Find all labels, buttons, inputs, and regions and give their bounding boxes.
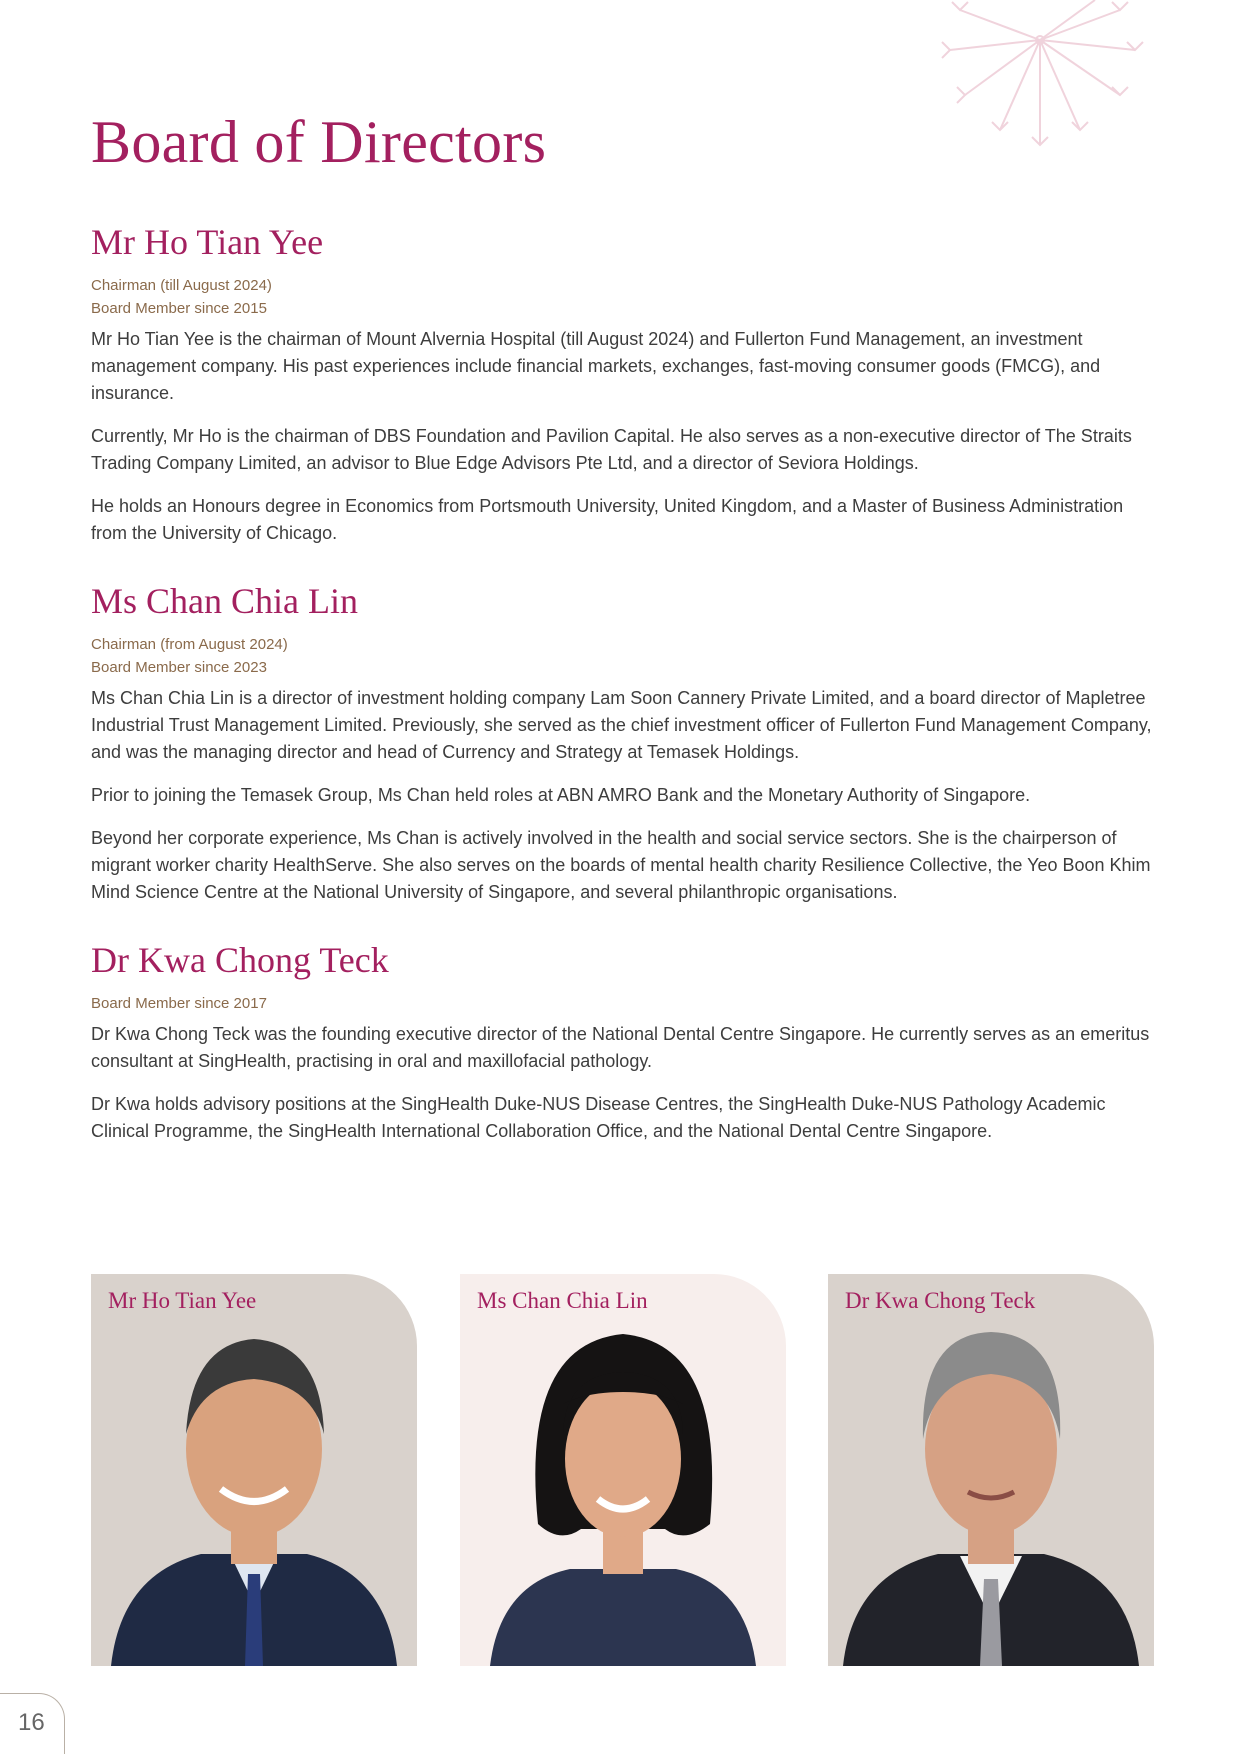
bio-paragraph: Ms Chan Chia Lin is a director of investment holding company Lam Soon Cannery Private Limited, and a board director of Mapletree Industrial Trust Management Limited. Previously, she served as the chief investment officer of Fullerton Fund Management Company, and was the managing director and head of Currency and Strategy at Temasek Holdings. (91, 688, 1152, 762)
director-section-kwa (91, 938, 1161, 1161)
dandelion-decoration-icon (920, 0, 1160, 160)
portrait-tie (245, 1574, 263, 1666)
director-roles (91, 992, 1161, 1015)
bio-paragraph: Dr Kwa holds advisory positions at the SingHealth Duke-NUS Disease Centres, the SingHealth Duke-NUS Pathology Academic Clinical Programme, the SingHealth International Collaboration Office, and the National Dental Centre Singapore. (91, 1094, 1106, 1141)
director-section-chan (91, 579, 1161, 922)
director-name: Ms Chan Chia Lin (91, 581, 358, 621)
portrait-photo (828, 1274, 1154, 1666)
bio-paragraph: Prior to joining the Temasek Group, Ms Chan held roles at ABN AMRO Bank and the Monetary Authority of Singapore. (91, 785, 1031, 805)
director-name: Mr Ho Tian Yee (91, 222, 324, 262)
director-role: Chairman (from August 2024) (91, 636, 288, 653)
portrait-name: Ms Chan Chia Lin (477, 1288, 648, 1313)
director-roles (91, 633, 1161, 679)
portrait-card-kwa (828, 1274, 1154, 1666)
bio-paragraph: Mr Ho Tian Yee is the chairman of Mount Alvernia Hospital (till August 2024) and Fullerton Fund Management, an investment management company. His past experiences include financial markets, exchanges, fast-moving consumer goods (FMCG), and insurance. (91, 329, 1101, 403)
director-role: Chairman (till August 2024) (91, 277, 272, 294)
director-roles (91, 274, 1161, 320)
director-bio (91, 326, 1161, 547)
page-title: Board of Directors (91, 109, 547, 175)
portrait-face (565, 1381, 681, 1537)
bio-paragraph: Beyond her corporate experience, Ms Chan is actively involved in the health and social service sectors. She is the chairperson of migrant worker charity HealthServe. She also serves on the boards of mental health charity Resilience Collective, the Yeo Boon Khim Mind Science Centre at the National University of Singapore, and several philanthropic organisations. (91, 828, 1151, 902)
portrait-name: Dr Kwa Chong Teck (845, 1288, 1036, 1313)
director-role: Board Member since 2015 (91, 300, 267, 317)
director-role: Board Member since 2023 (91, 659, 267, 676)
director-bio (91, 685, 1161, 906)
portrait-card-chan (460, 1274, 786, 1666)
bio-paragraph: Dr Kwa Chong Teck was the founding executive director of the National Dental Centre Singapore. He currently serves as an emeritus consultant at SingHealth, practising in oral and maxillofacial pathology. (91, 1024, 1150, 1071)
portrait-name: Mr Ho Tian Yee (108, 1288, 257, 1313)
director-bio (91, 1021, 1161, 1145)
portrait-card-ho (91, 1274, 417, 1666)
director-section-ho (91, 220, 1161, 563)
bio-paragraph: He holds an Honours degree in Economics from Portsmouth University, United Kingdom, and a Master of Business Administration from the University of Chicago. (91, 496, 1124, 543)
director-name: Dr Kwa Chong Teck (91, 940, 389, 980)
portrait-photo (460, 1274, 786, 1666)
page-number-tab (0, 1693, 65, 1754)
bio-paragraph: Currently, Mr Ho is the chairman of DBS Foundation and Pavilion Capital. He also serves as a non-executive director of The Straits Trading Company Limited, an advisor to Blue Edge Advisors Pte Ltd, and a director of Seviora Holdings. (91, 426, 1132, 473)
page-number: 16 (18, 1709, 45, 1736)
director-role: Board Member since 2017 (91, 995, 267, 1012)
portrait-photo (91, 1274, 417, 1666)
